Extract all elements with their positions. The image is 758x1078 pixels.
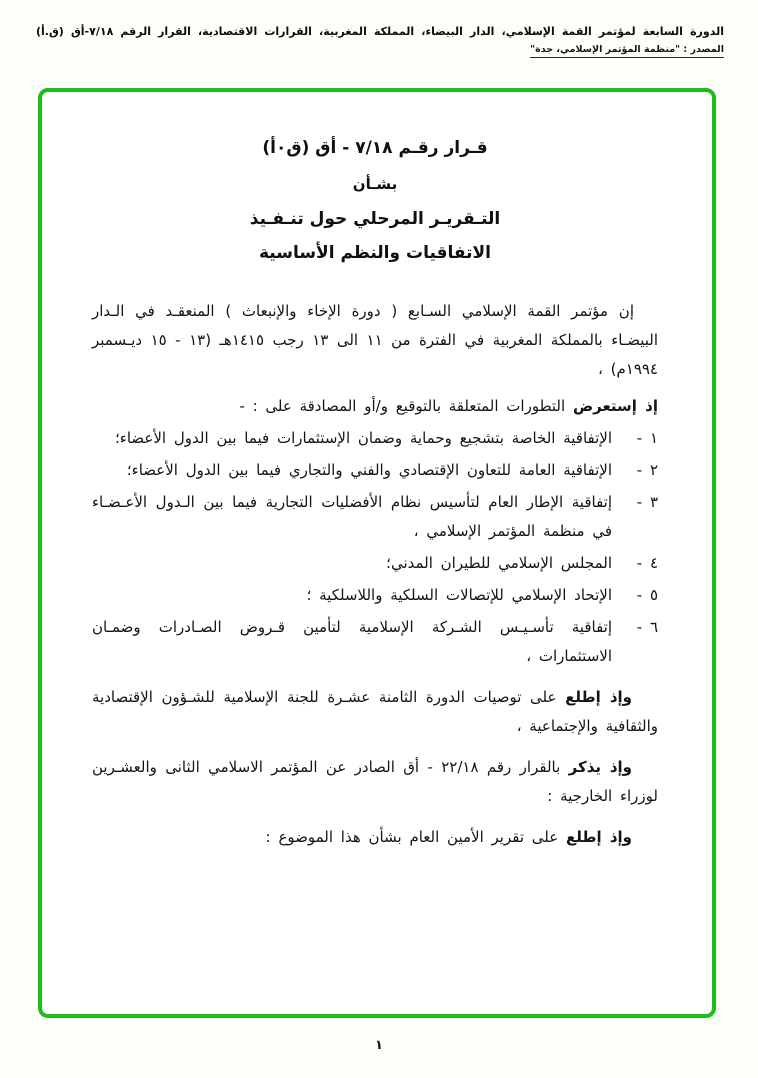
list-item-number: ٤ - [636,554,658,572]
list-item-text: الإتفاقية العامة للتعاون الإقتصادي والفني والتجاري فيما بين الدول الأعضاء؛ [126,461,612,479]
agreements-list [92,424,658,671]
preamble-paragraph: إن مؤتمر القمة الإسلامي السـابع ( دورة الإخاء والإنبعاث ) المنعقـد في الـدار البيضـاء بالمملكة المغربية في الفترة من ١١ الى ١٣ رجب ١٤١٥هـ (١٣ - ١٥ ديـسمبر ١٩٩٤م) ، [92,302,659,378]
clause-text: على توصيات الدورة الثامنة عشـرة للجنة الإسلامية للشـؤون الإقتصادية والثقافية والإجتماعية ، [92,688,658,735]
recalling-clause [92,753,658,811]
reviewing-clause-lead: إذ إستعرض [572,397,658,415]
list-item [92,549,658,578]
list-item-text: الإتحاد الإسلامي للإتصالات السلكية واللاسلكية ؛ [306,586,612,604]
list-item-number: ٣ - [636,493,658,511]
header-citation: الدورة السابعة لمؤتمر القمة الإسلامي، الدار البيضاء، المملكة المغربية، القرارات الاقتصادية، القرار الرقم ٧/١٨-أق (ق.أ) [36,25,724,38]
resolution-number-title: قـرار رقـم ٧/١٨ - أق (ق٠أ) [262,138,488,158]
list-item-text: الإتفاقية الخاصة بتشجيع وحماية وضمان الإستثمارات فيما بين الدول الأعضاء؛ [115,429,612,447]
list-item [92,488,658,546]
clause-lead: وإذ إطلع [565,828,632,846]
clause-text: بالقرار رقم ٢٢/١٨ - أق الصادر عن المؤتمر الاسلامي الثانى والعشـرين لوزراء الخارجية : [92,758,658,805]
list-item [92,456,658,485]
list-item [92,424,658,453]
list-item-number: ٢ - [636,461,658,479]
header-source-line [36,44,724,58]
resolution-subject-line2: الاتفاقيات والنظم الأساسية [258,243,492,263]
header-source-label: المصدر : [683,43,724,55]
resolution-regarding-title: بشـأن [352,175,398,193]
resolution-subject-line1: التـقريـر المرحلي حول تنـفـيذ [249,209,501,229]
document-border-frame [38,88,716,1018]
reviewing-clause-text: التطورات المتعلقة بالتوقيع و/أو المصادقة على : - [239,397,566,415]
list-item-text: المجلس الإسلامي للطيران المدني؛ [386,554,612,572]
clause-lead: وإذ يذكر [568,758,632,776]
list-item-number: ٥ - [636,586,658,604]
secretary-report-clause [92,823,658,852]
list-item-number: ١ - [636,429,658,447]
list-item [92,581,658,610]
recommendations-clause [92,683,658,741]
header-source-value: "منظمة المؤتمر الإسلامي، جدة" [530,43,681,55]
list-item-text: إتفاقية تأسـيـس الشـركة الإسلامية لتأمين قـروض الصـادرات وضمـان الاستثمارات ، [92,618,612,665]
header-source [530,44,724,58]
list-item-text: إتفاقية الإطار العام لتأسيس نظام الأفضليات التجارية فيما بين الـدول الأعـضـاء في منظمة المؤتمر الإسلامي ، [92,493,612,540]
page-number: ١ [375,1038,383,1053]
clause-text: على تقرير الأمين العام بشأن هذا الموضوع : [265,828,559,846]
list-item [92,613,658,671]
clause-lead: وإذ إطلع [565,688,632,706]
document-header [36,24,724,58]
list-item-number: ٦ - [636,618,658,636]
reviewing-clause [92,392,658,421]
resolution-document [42,92,712,1014]
